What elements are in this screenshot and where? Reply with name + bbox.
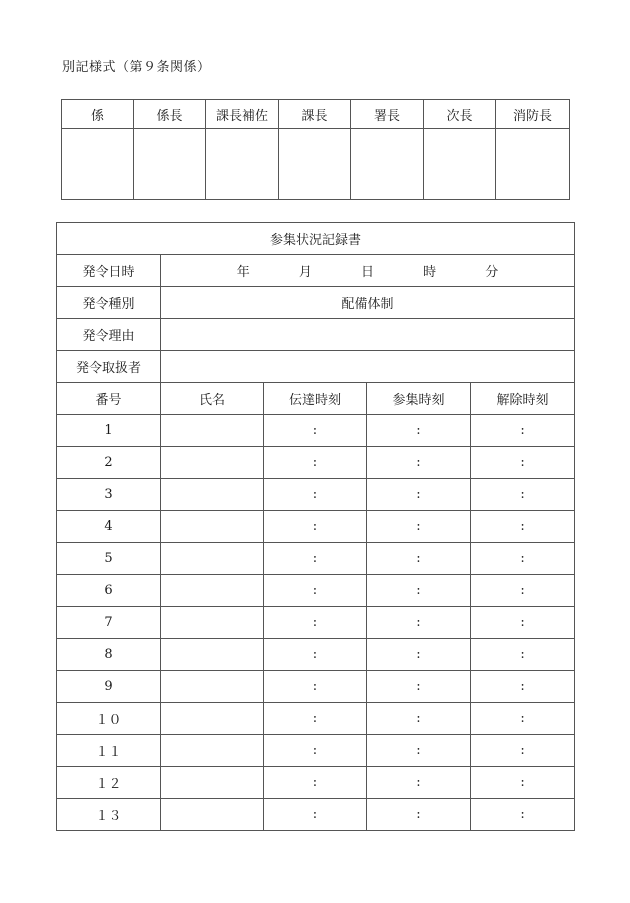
order-reason-field[interactable] [161,319,575,351]
order-type-field[interactable]: 配備体制 [161,287,575,319]
release-time-field[interactable]: : [471,671,575,703]
approval-stamp-row [62,129,570,200]
row-number: １１ [57,735,161,767]
day-unit: 日 [361,265,375,280]
notify-time-field[interactable]: : [264,447,367,479]
table-row [57,511,575,543]
row-number: 4 [57,511,161,543]
notify-time-field[interactable]: : [264,575,367,607]
arrive-time-field[interactable]: : [367,543,471,575]
row-number: 3 [57,479,161,511]
arrive-time-field[interactable]: : [367,415,471,447]
table-row [57,575,575,607]
stamp-box-kakari[interactable] [62,129,134,200]
approval-col-jicho: 次長 [424,100,496,129]
order-type-label: 発令種別 [57,287,161,319]
col-header-release-time: 解除時刻 [471,383,575,415]
arrive-time-field[interactable]: : [367,511,471,543]
record-column-header-row [57,383,575,415]
year-unit: 年 [236,265,250,280]
notify-time-field[interactable]: : [264,799,367,831]
order-handler-label: 発令取扱者 [57,351,161,383]
table-row [57,543,575,575]
release-time-field[interactable]: : [471,575,575,607]
table-row [57,607,575,639]
order-datetime-label: 発令日時 [57,255,161,287]
notify-time-field[interactable]: : [264,511,367,543]
approval-col-shobocho: 消防長 [496,100,570,129]
col-header-number: 番号 [57,383,161,415]
stamp-box-jicho[interactable] [424,129,496,200]
record-title-row [57,223,575,255]
table-row [57,639,575,671]
arrive-time-field[interactable]: : [367,479,471,511]
stamp-box-kachohosa[interactable] [206,129,279,200]
arrive-time-field[interactable]: : [367,799,471,831]
approval-stamp-table [61,99,570,200]
col-header-notify-time: 伝達時刻 [264,383,367,415]
order-datetime-field[interactable] [161,255,575,287]
release-time-field[interactable]: : [471,639,575,671]
notify-time-field[interactable]: : [264,607,367,639]
order-handler-field[interactable] [161,351,575,383]
arrive-time-field[interactable]: : [367,575,471,607]
arrive-time-field[interactable]: : [367,607,471,639]
name-field[interactable] [161,799,264,831]
table-row [57,735,575,767]
release-time-field[interactable]: : [471,447,575,479]
month-unit: 月 [298,265,312,280]
table-row [57,671,575,703]
notify-time-field[interactable]: : [264,735,367,767]
table-row [57,447,575,479]
order-datetime-row [57,255,575,287]
col-header-name: 氏名 [161,383,264,415]
name-field[interactable] [161,767,264,799]
arrive-time-field[interactable]: : [367,671,471,703]
name-field[interactable] [161,703,264,735]
order-handler-row [57,351,575,383]
col-header-arrive-time: 参集時刻 [367,383,471,415]
name-field[interactable] [161,543,264,575]
row-number: 8 [57,639,161,671]
release-time-field[interactable]: : [471,735,575,767]
row-number: １３ [57,799,161,831]
approval-col-shocho: 署長 [351,100,424,129]
notify-time-field[interactable]: : [264,415,367,447]
notify-time-field[interactable]: : [264,671,367,703]
release-time-field[interactable]: : [471,799,575,831]
row-number: 2 [57,447,161,479]
approval-col-kakaricho: 係長 [134,100,206,129]
table-row [57,415,575,447]
approval-header-row [62,100,570,129]
name-field[interactable] [161,607,264,639]
name-field[interactable] [161,415,264,447]
release-time-field[interactable]: : [471,607,575,639]
notify-time-field[interactable]: : [264,639,367,671]
row-number: 6 [57,575,161,607]
arrive-time-field[interactable]: : [367,447,471,479]
row-number: 7 [57,607,161,639]
row-number: １２ [57,767,161,799]
order-type-row [57,287,575,319]
attendance-record-table [56,222,575,831]
table-row [57,799,575,831]
order-reason-row [57,319,575,351]
name-field[interactable] [161,639,264,671]
arrive-time-field[interactable]: : [367,639,471,671]
order-reason-label: 発令理由 [57,319,161,351]
notify-time-field[interactable]: : [264,703,367,735]
stamp-box-kakaricho[interactable] [134,129,206,200]
release-time-field[interactable]: : [471,543,575,575]
release-time-field[interactable]: : [471,767,575,799]
row-number: 1 [57,415,161,447]
stamp-box-kacho[interactable] [279,129,351,200]
arrive-time-field[interactable]: : [367,703,471,735]
approval-col-kakari: 係 [62,100,134,129]
arrive-time-field[interactable]: : [367,767,471,799]
release-time-field[interactable]: : [471,703,575,735]
notify-time-field[interactable]: : [264,543,367,575]
table-row [57,479,575,511]
name-field[interactable] [161,447,264,479]
record-rows [57,415,575,831]
row-number: 5 [57,543,161,575]
release-time-field[interactable]: : [471,479,575,511]
table-row [57,767,575,799]
notify-time-field[interactable]: : [264,767,367,799]
minute-unit: 分 [485,265,499,280]
name-field[interactable] [161,671,264,703]
table-row [57,703,575,735]
name-field[interactable] [161,479,264,511]
release-time-field[interactable]: : [471,511,575,543]
form-header-label: 別記様式（第９条関係） [62,60,211,75]
notify-time-field[interactable]: : [264,479,367,511]
approval-col-kacho: 課長 [279,100,351,129]
arrive-time-field[interactable]: : [367,735,471,767]
approval-col-kachohosa: 課長補佐 [206,100,279,129]
row-number: １０ [57,703,161,735]
row-number: 9 [57,671,161,703]
stamp-box-shocho[interactable] [351,129,424,200]
name-field[interactable] [161,511,264,543]
release-time-field[interactable]: : [471,415,575,447]
name-field[interactable] [161,575,264,607]
stamp-box-shobocho[interactable] [496,129,570,200]
record-title: 参集状況記録書 [57,223,575,255]
hour-unit: 時 [423,265,437,280]
name-field[interactable] [161,735,264,767]
